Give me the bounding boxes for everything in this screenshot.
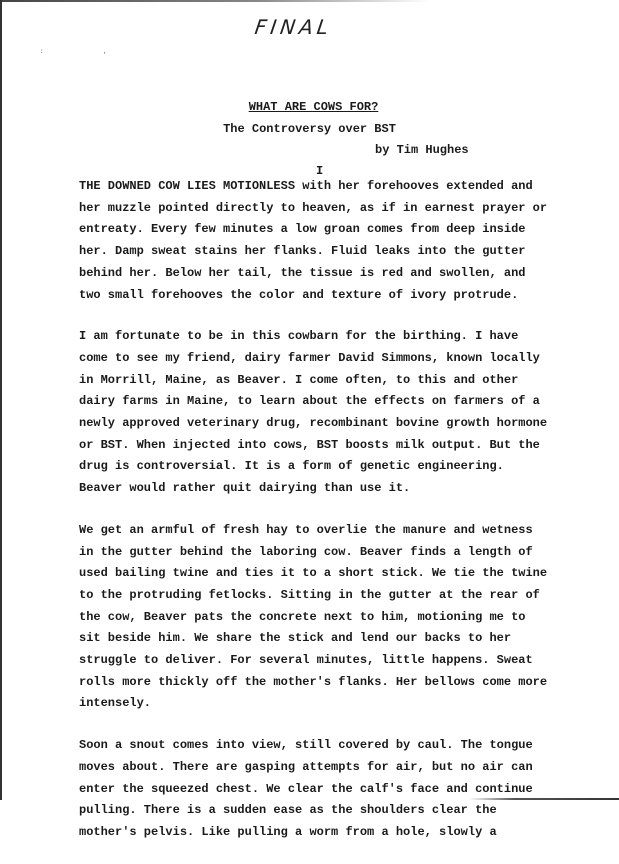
scan-edge-top (0, 0, 430, 2)
author-byline: by Tim Hughes (375, 143, 469, 157)
handwritten-annotation: FINAL (253, 15, 334, 39)
scan-edge-left (0, 0, 2, 800)
paragraph: We get an armful of fresh hay to overlie the manure and wetness in the gutter behind the laboring cow. Beaver finds a length of used bailing twine and ties it to a short stick. We tie the twine to the protruding fetlocks. Sitting in the gutter at the rear of the cow, Beaver pats the concrete next to him, motioning me to sit beside him. We share the stick and lend our backs to her struggle to deliver. For several minutes, little happens. Sweat rolls more thickly off the mother's flanks. Her bellows come more intensely. (79, 522, 548, 711)
document-title: WHAT ARE COWS FOR? (248, 100, 379, 114)
paragraph: Soon a snout comes into view, still covered by caul. The tongue moves about. There are gasping attempts for air, but no air can enter the squeezed chest. We clear the calf's face and continue pulling. There is a sudden ease as the shoulders clear the mother's pelvis. Like pulling a worm from a hole, slowly a (79, 738, 533, 839)
body-text (79, 176, 599, 864)
paragraph: THE DOWNED COW LIES MOTIONLESS with her forehooves extended and her muzzle pointed directly to heaven, as if in earnest prayer or entreaty. Every few minutes a low groan comes from deep inside her. Damp sweat stains her flanks. Fluid leaks into the gutter behind her. Below her tail, the tissue is red and swollen, and two small forehooves the color and texture of ivory protrude. (79, 179, 548, 302)
document-subtitle: The Controversy over BST (223, 122, 396, 136)
section-number: I (316, 164, 324, 178)
paragraph: I am fortunate to be in this cowbarn for the birthing. I have come to see my friend, dairy farmer David Simmons, known locally in Morrill, Maine, as Beaver. I come often, to this and other dairy farms in Maine, to learn about the effects on farmers of a newly approved veterinary drug, recombinant bovine growth hormone or BST. When injected into cows, BST boosts milk output. But the drug is controversial. It is a form of genetic engineering. Beaver would rather quit dairying than use it. (79, 329, 548, 496)
margin-marks: : , (40, 48, 135, 55)
